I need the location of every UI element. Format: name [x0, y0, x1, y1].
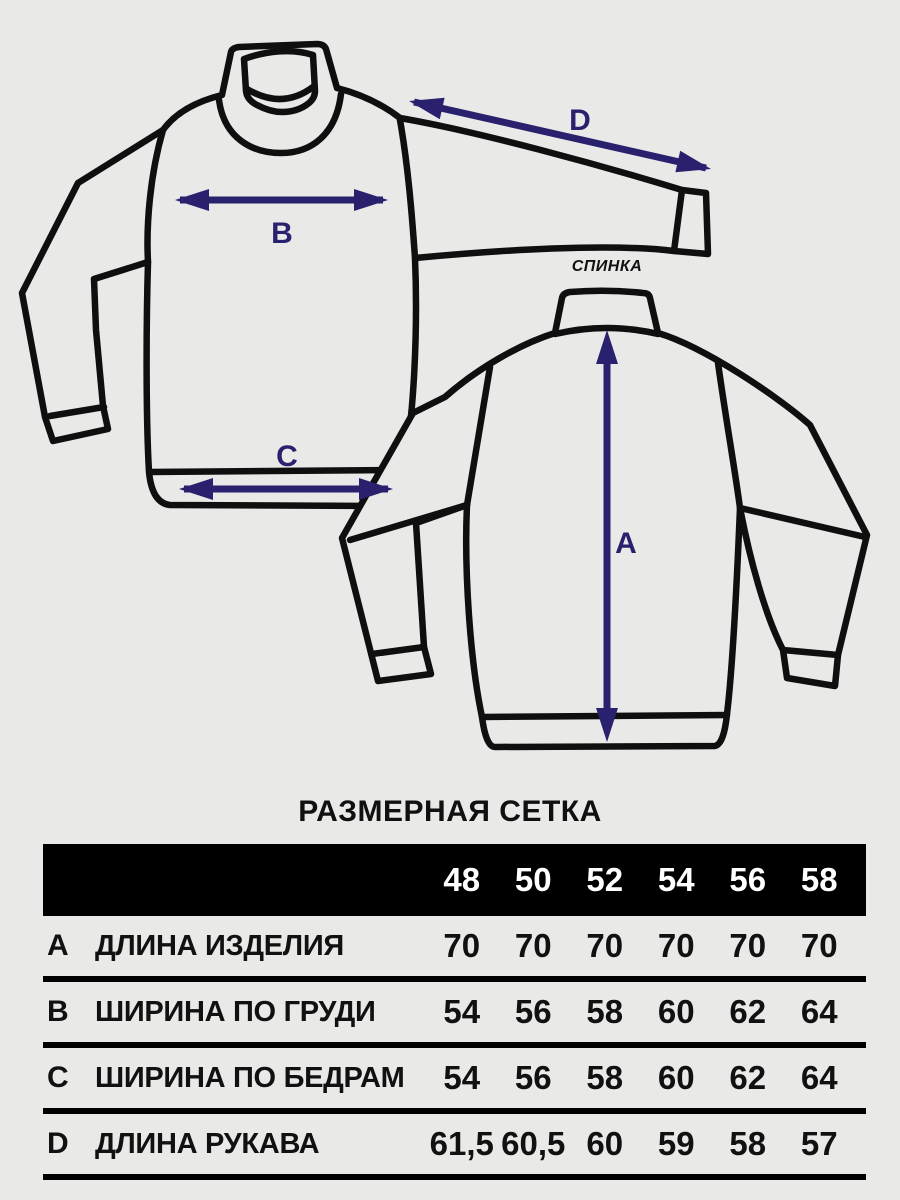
back-view-caption: СПИНКА — [571, 258, 643, 275]
size-column-header: 48 — [443, 861, 481, 898]
measure-value: 57 — [800, 1125, 838, 1162]
measure-value: 70 — [586, 927, 624, 964]
size-column-header: 52 — [586, 861, 624, 898]
measure-value: 59 — [657, 1125, 695, 1162]
measure-letter: D — [47, 1127, 69, 1160]
row-separator — [43, 1174, 866, 1180]
measure-row — [43, 916, 866, 976]
measure-value: 62 — [729, 1059, 767, 1096]
measure-value: 70 — [729, 927, 767, 964]
measure-row — [43, 1048, 866, 1108]
measure-label: ШИРИНА ПО ГРУДИ — [95, 995, 376, 1028]
measure-value: 62 — [729, 993, 767, 1030]
measure-value: 70 — [514, 927, 552, 964]
dim-label-D: D — [569, 104, 591, 137]
size-column-header: 50 — [514, 861, 552, 898]
measure-label: ДЛИНА РУКАВА — [95, 1127, 320, 1160]
measure-value: 70 — [800, 927, 838, 964]
measure-value: 58 — [586, 993, 624, 1030]
measure-row — [43, 982, 866, 1042]
measure-letter: A — [47, 929, 69, 962]
measure-value: 64 — [800, 993, 838, 1030]
arrowhead — [675, 151, 711, 172]
size-chart-title: РАЗМЕРНАЯ СЕТКА — [298, 795, 602, 828]
size-chart-header — [43, 844, 866, 916]
measure-value: 56 — [514, 993, 552, 1030]
measure-value: 58 — [586, 1059, 624, 1096]
measure-value: 61,5 — [429, 1125, 494, 1162]
measure-value: 54 — [443, 993, 481, 1030]
size-column-header: 56 — [729, 861, 767, 898]
dim-label-B: B — [271, 217, 293, 250]
measure-value: 60 — [657, 993, 695, 1030]
size-chart-table — [43, 844, 866, 1180]
size-column-header: 58 — [800, 861, 838, 898]
measure-value: 64 — [800, 1059, 838, 1096]
measure-value: 54 — [443, 1059, 481, 1096]
size-chart-rows — [43, 916, 866, 1180]
dim-label-C: C — [276, 440, 298, 473]
measure-label: ДЛИНА ИЗДЕЛИЯ — [95, 929, 344, 962]
measure-row — [43, 1114, 866, 1174]
measure-value: 60 — [586, 1125, 624, 1162]
arrowhead — [409, 98, 445, 119]
measure-letter: C — [47, 1061, 69, 1094]
size-column-header: 54 — [657, 861, 695, 898]
measure-value: 60,5 — [501, 1125, 566, 1162]
front-hem-line — [150, 470, 398, 472]
measure-value: 60 — [657, 1059, 695, 1096]
measure-value: 58 — [729, 1125, 767, 1162]
measure-value: 56 — [514, 1059, 552, 1096]
measure-value: 70 — [443, 927, 481, 964]
measure-letter: B — [47, 995, 69, 1028]
dim-label-A: A — [615, 527, 637, 560]
measure-label: ШИРИНА ПО БЕДРАМ — [95, 1061, 405, 1094]
measure-value: 70 — [657, 927, 695, 964]
